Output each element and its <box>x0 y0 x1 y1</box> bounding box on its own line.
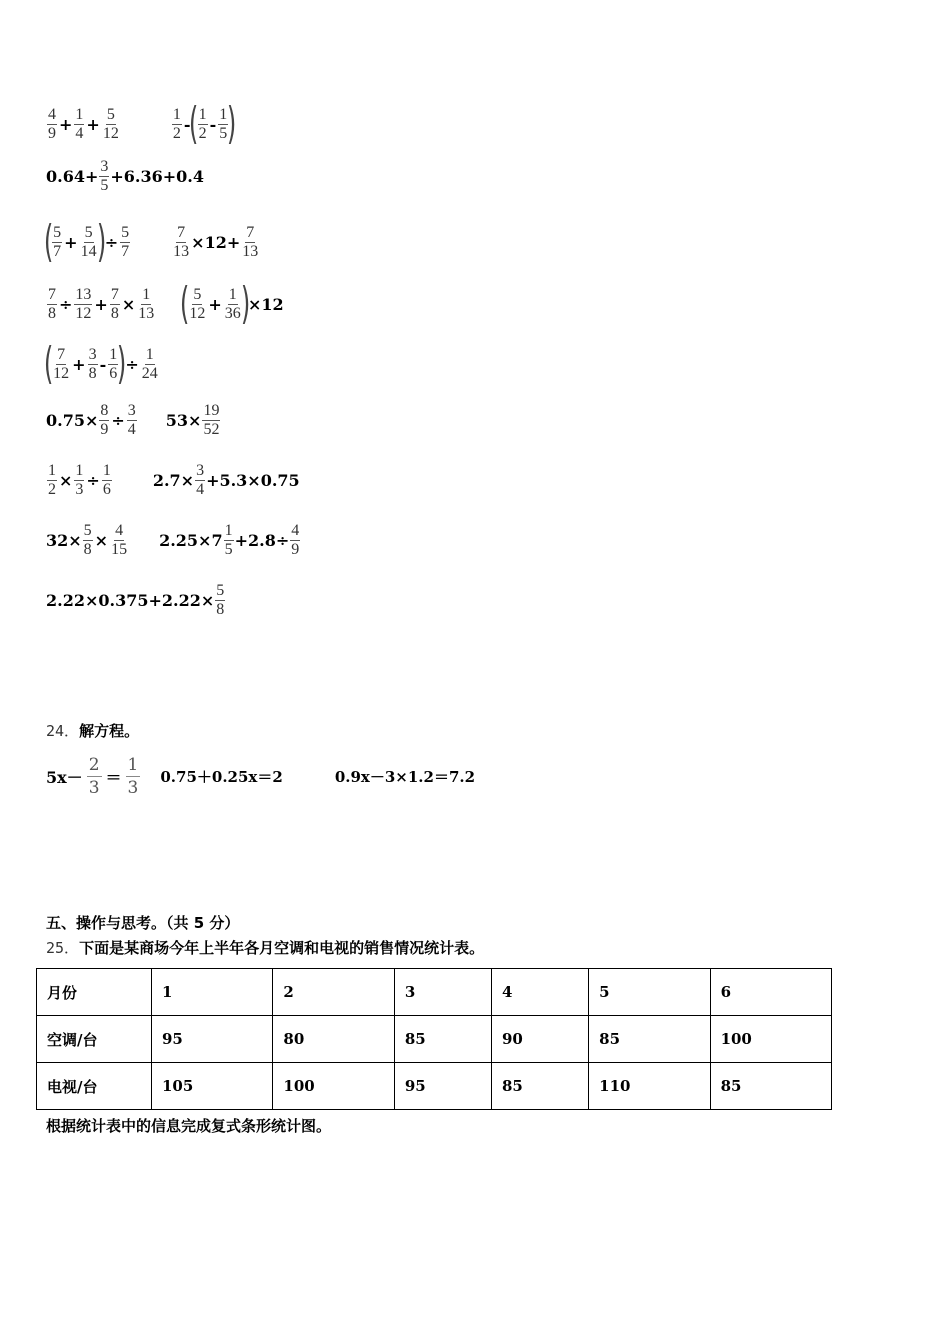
table-cell: 2 <box>273 969 394 1016</box>
fraction: $\frac{5}{12}$ <box>189 285 206 322</box>
calc-row-1: $\frac{4}{9}$ + $\frac{1}{4}$ + $\frac{5}{12}$ $\frac{1}{2}$ - ( $\frac{1}{2}$ - $\frac{1}{5}$ ) <box>48 98 237 149</box>
table-cell: 4 <box>491 969 588 1016</box>
calc-row-6: 0.75× $\frac{8}{9}$ ÷ $\frac{3}{4}$ 53× $\frac{19}{52}$ <box>46 402 220 438</box>
table-row <box>37 969 832 1016</box>
fraction: $\frac{1}{36}$ <box>224 285 241 322</box>
fraction: $\frac{19}{52}$ <box>203 402 220 438</box>
fraction: $\frac{5}{8}$ <box>216 582 225 618</box>
question-25-title: 25．下面是某商场今年上半年各月空调和电视的销售情况统计表。 <box>46 939 485 957</box>
table-footer-instruction: 根据统计表中的信息完成复式条形统计图。 <box>46 1117 332 1135</box>
table-cell: 3 <box>394 969 491 1016</box>
table-cell: 90 <box>491 1016 588 1063</box>
fraction: $\frac{1}{6}$ <box>109 345 118 382</box>
fraction: $\frac{7}{13}$ <box>242 223 259 260</box>
table-cell: 85 <box>710 1063 831 1110</box>
table-cell: 100 <box>273 1063 394 1110</box>
sales-table <box>36 968 832 1110</box>
fraction: $\frac{1}{24}$ <box>141 345 158 382</box>
fraction: $\frac{3}{4}$ <box>196 462 205 498</box>
fraction: $\frac{2}{3}$ <box>88 755 100 798</box>
fraction: $\frac{7}{13}$ <box>173 223 190 260</box>
equation-2: 0.75＋0.25x＝2 <box>160 768 283 786</box>
table-cell: 1 <box>152 969 273 1016</box>
left-paren: ( <box>43 216 54 267</box>
fraction: $\frac{1}{13}$ <box>138 285 155 322</box>
table-cell: 电视/台 <box>37 1063 152 1110</box>
calc-row-2: 0.64+ $\frac{3}{5}$ +6.36+0.4 <box>46 158 204 194</box>
fraction: $\frac{1}{3}$ <box>127 755 139 798</box>
table-cell: 85 <box>394 1016 491 1063</box>
table-cell: 6 <box>710 969 831 1016</box>
fraction: $\frac{4}{15}$ <box>111 522 128 558</box>
equations-row: 5x－ $\frac{2}{3}$ ＝ $\frac{1}{3}$ 0.75＋0.25x＝2 0.9x－3×1.2＝7.2 <box>46 755 476 798</box>
fraction: $\frac{5}{12}$ <box>102 105 119 142</box>
fraction: $\frac{8}{9}$ <box>100 402 109 438</box>
left-paren: ( <box>189 98 199 149</box>
fraction: $\frac{5}{14}$ <box>80 223 97 260</box>
fraction: $\frac{13}{12}$ <box>75 285 92 322</box>
table-cell: 95 <box>152 1016 273 1063</box>
fraction: $\frac{5}{7}$ <box>53 223 62 260</box>
fraction: $\frac{1}{2}$ <box>198 105 207 142</box>
section-5-heading: 五、操作与思考。（共 5 分） <box>46 914 240 932</box>
fraction: $\frac{7}{8}$ <box>48 285 56 322</box>
table-cell: 85 <box>491 1063 588 1110</box>
calc-row-8: 32× $\frac{5}{8}$ × $\frac{4}{15}$ 2.25×7 $\frac{1}{5}$ +2.8÷ $\frac{4}{9}$ <box>46 522 300 558</box>
calc-row-3: ( $\frac{5}{7}$ + $\frac{5}{14}$ ) ÷ $\frac{5}{7}$ $\frac{7}{13}$ ×12+ $\frac{7}{13}$ <box>43 216 259 267</box>
calc-row-7: $\frac{1}{2}$ × $\frac{1}{3}$ ÷ $\frac{1}{6}$ 2.7× $\frac{3}{4}$ +5.3×0.75 <box>48 462 300 498</box>
table-cell: 空调/台 <box>37 1016 152 1063</box>
right-paren: ) <box>96 216 106 267</box>
question-24-title: 24．解方程。 <box>46 722 140 740</box>
table-cell: 5 <box>589 969 710 1016</box>
table-cell: 110 <box>589 1063 710 1110</box>
table-cell: 105 <box>152 1063 273 1110</box>
table-cell: 95 <box>394 1063 491 1110</box>
fraction: $\frac{5}{7}$ <box>121 223 130 260</box>
fraction: $\frac{3}{4}$ <box>127 402 136 438</box>
fraction: $\frac{7}{8}$ <box>110 285 119 322</box>
right-paren: ) <box>227 98 237 149</box>
left-paren: ( <box>180 278 190 329</box>
fraction: $\frac{1}{5}$ <box>219 105 228 142</box>
fraction: $\frac{3}{5}$ <box>100 158 109 194</box>
table-cell: 100 <box>710 1016 831 1063</box>
equation-3: 0.9x－3×1.2＝7.2 <box>334 768 476 786</box>
calc-row-5: ( $\frac{7}{12}$ + $\frac{3}{8}$ - $\frac{1}{6}$ ) ÷ $\frac{1}{24}$ <box>43 338 158 389</box>
fraction: $\frac{7}{12}$ <box>53 345 70 382</box>
calc-row-9: 2.22×0.375+2.22× $\frac{5}{8}$ <box>46 582 225 618</box>
fraction: $\frac{1}{6}$ <box>102 462 111 498</box>
table-row <box>37 1016 832 1063</box>
fraction: $\frac{1}{2}$ <box>172 105 181 142</box>
fraction: $\frac{4}{9}$ <box>291 522 300 558</box>
fraction: $\frac{1}{5}$ <box>224 522 233 558</box>
fraction: $\frac{1}{2}$ <box>48 462 56 498</box>
right-paren: ) <box>117 338 127 389</box>
table-cell: 80 <box>273 1016 394 1063</box>
right-paren: ) <box>240 278 251 329</box>
table-cell: 85 <box>589 1016 710 1063</box>
calc-row-4: $\frac{7}{8}$ ÷ $\frac{13}{12}$ + $\frac{7}{8}$ × $\frac{1}{13}$ ( $\frac{5}{12}$ + $\frac{1}{36}$ ) ×12 <box>48 278 284 329</box>
fraction: $\frac{1}{4}$ <box>75 105 84 142</box>
fraction: $\frac{1}{3}$ <box>75 462 84 498</box>
fraction: $\frac{4}{9}$ <box>48 105 56 142</box>
fraction: $\frac{5}{8}$ <box>83 522 92 558</box>
fraction: $\frac{3}{8}$ <box>88 345 97 382</box>
table-row <box>37 1063 832 1110</box>
table-cell: 月份 <box>37 969 152 1016</box>
left-paren: ( <box>43 338 54 389</box>
